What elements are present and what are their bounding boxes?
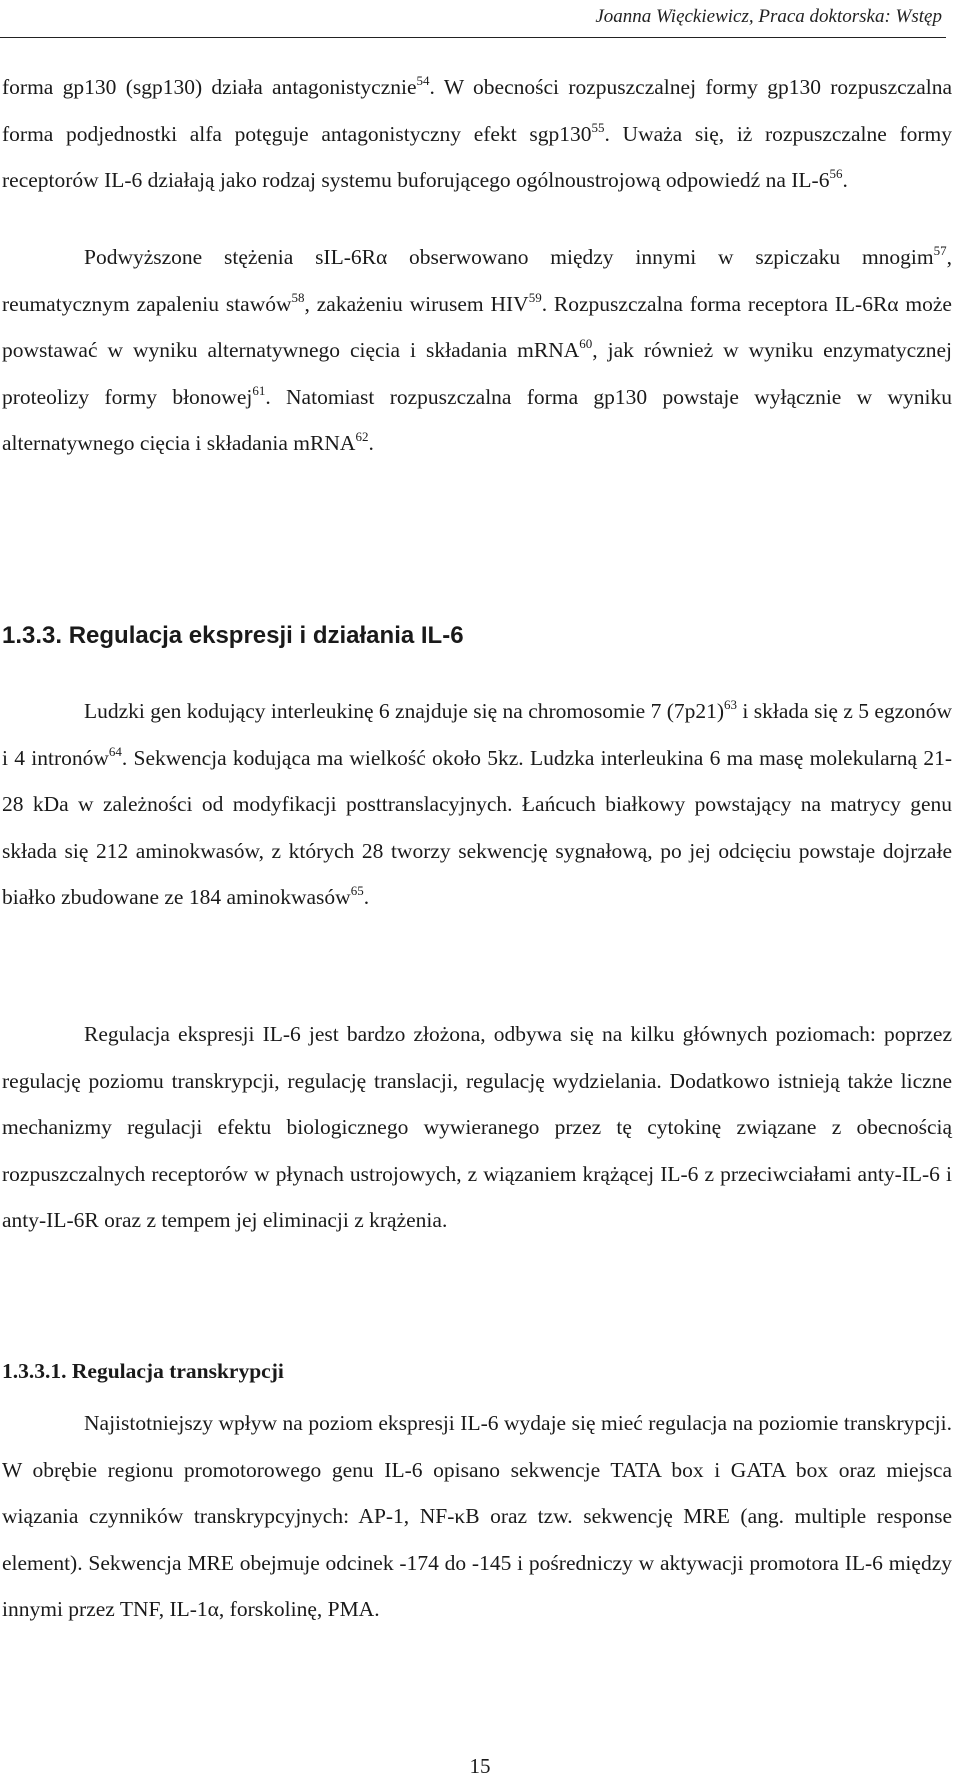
text-run: . Natomiast rozpuszczalna forma gp130 powstaje wyłącznie w wyniku alternatywnego cięcia i składania mRNA — [2, 384, 952, 455]
citation-superscript: 56 — [829, 166, 843, 181]
text-run: Podwyższone stężenia sIL-6Rα obserwowano między innymi w szpiczaku mnogim — [84, 245, 934, 269]
citation-superscript: 60 — [579, 336, 593, 351]
text-run: . — [842, 168, 848, 192]
text-run: . Uważa się, iż rozpuszczalne formy receptorów IL-6 działają jako rodzaj systemu buforującego ogólnoustrojową odpowiedź na IL-6 — [2, 121, 952, 192]
citation-superscript: 61 — [252, 382, 266, 398]
text-run: , jak również w wyniku enzymatycznej proteolizy formy błonowej — [2, 338, 952, 409]
paragraph-il6-gene — [2, 688, 952, 921]
text-run: Ludzki gen kodujący interleukinę 6 znajduje się na chromosomie 7 (7p21) — [84, 699, 725, 723]
citation-superscript: 57 — [933, 243, 947, 258]
citation-superscript: 64 — [108, 743, 122, 759]
paragraph-transcription: Najistotniejszy wpływ na poziom ekspresji IL-6 wydaje się mieć regulacja na poziomie transkrypcji. W obrębie regionu promotorowego genu IL-6 opisano sekwencje TATA box i GATA box oraz miejsca wiązania czynników transkrypcyjnych: AP-1, NF-κB oraz tzw. sekwencję MRE (ang. multiple response element). Sekwencja MRE obejmuje odcinek -174 do -145 i pośredniczy w aktywacji promotora IL-6 między innymi przez TNF, IL-1α, forskolinę, PMA. — [2, 1411, 952, 1621]
text-run: . Sekwencja kodująca ma wielkość około 5kz. Ludzka interleukina 6 ma masę molekularną 21-28 kDa w zależności od modyfikacji posttranslacyjnych. Łańcuch białkowy powstający na matrycy genu składa się 212 aminokwasów, z których 28 tworzy sekwencję sygnałową, po jej odcięciu powstaje dojrzałe białko zbudowane ze 184 aminokwasów — [2, 745, 952, 909]
text-run: . — [368, 431, 374, 455]
citation-superscript: 55 — [591, 119, 605, 135]
citation-superscript: 65 — [350, 883, 364, 898]
paragraph-sil6r-levels — [2, 234, 952, 467]
text-run: . Rozpuszczalna forma receptora IL-6Rα może powstawać w wyniku alternatywnego cięcia i składania mRNA — [2, 291, 952, 362]
text-run: . — [363, 885, 370, 909]
citation-superscript: 59 — [528, 289, 542, 305]
text-run: i składa się z 5 egzonów i 4 intronów — [2, 699, 952, 770]
paragraph-expression-regulation: Regulacja ekspresji IL-6 jest bardzo złożona, odbywa się na kilku głównych poziomach: poprzez regulację poziomu transkrypcji, regulację translacji, regulację wydzielania. Dodatkowo istnieją także liczne mechanizmy regulacji efektu biologicznego wywieranego przez tę cytokinę związane z obecnością rozpuszczalnych receptorów w płynach ustrojowych, z wiązaniem krążącej IL-6 z przeciwciałami anty-IL-6 i anty-IL-6R oraz z tempem jej eliminacji z krążenia. — [2, 1022, 952, 1232]
citation-superscript: 58 — [291, 289, 305, 305]
citation-superscript: 62 — [355, 429, 369, 444]
citation-superscript: 63 — [724, 697, 738, 712]
page-number: 15 — [469, 1754, 491, 1778]
text-run: forma gp130 (sgp130) działa antagonistycznie — [2, 75, 417, 99]
section-heading-regulation: 1.3.3. Regulacja ekspresji i działania IL-6 — [2, 622, 464, 649]
running-header: Joanna Więckiewicz, Praca doktorska: Wstęp — [595, 6, 942, 27]
citation-superscript: 54 — [416, 73, 430, 88]
header-divider — [0, 37, 946, 38]
text-run: . W obecności rozpuszczalnej formy gp130 rozpuszczalna forma podjednostki alfa potęguje antagonistyczny efekt sgp130 — [2, 75, 953, 146]
text-run: , reumatycznym zapaleniu stawów — [2, 245, 952, 316]
paragraph-soluble-gp130 — [2, 64, 952, 204]
subsection-heading-transcription: 1.3.3.1. Regulacja transkrypcji — [2, 1359, 284, 1383]
text-run: , zakażeniu wirusem HIV — [304, 291, 529, 316]
